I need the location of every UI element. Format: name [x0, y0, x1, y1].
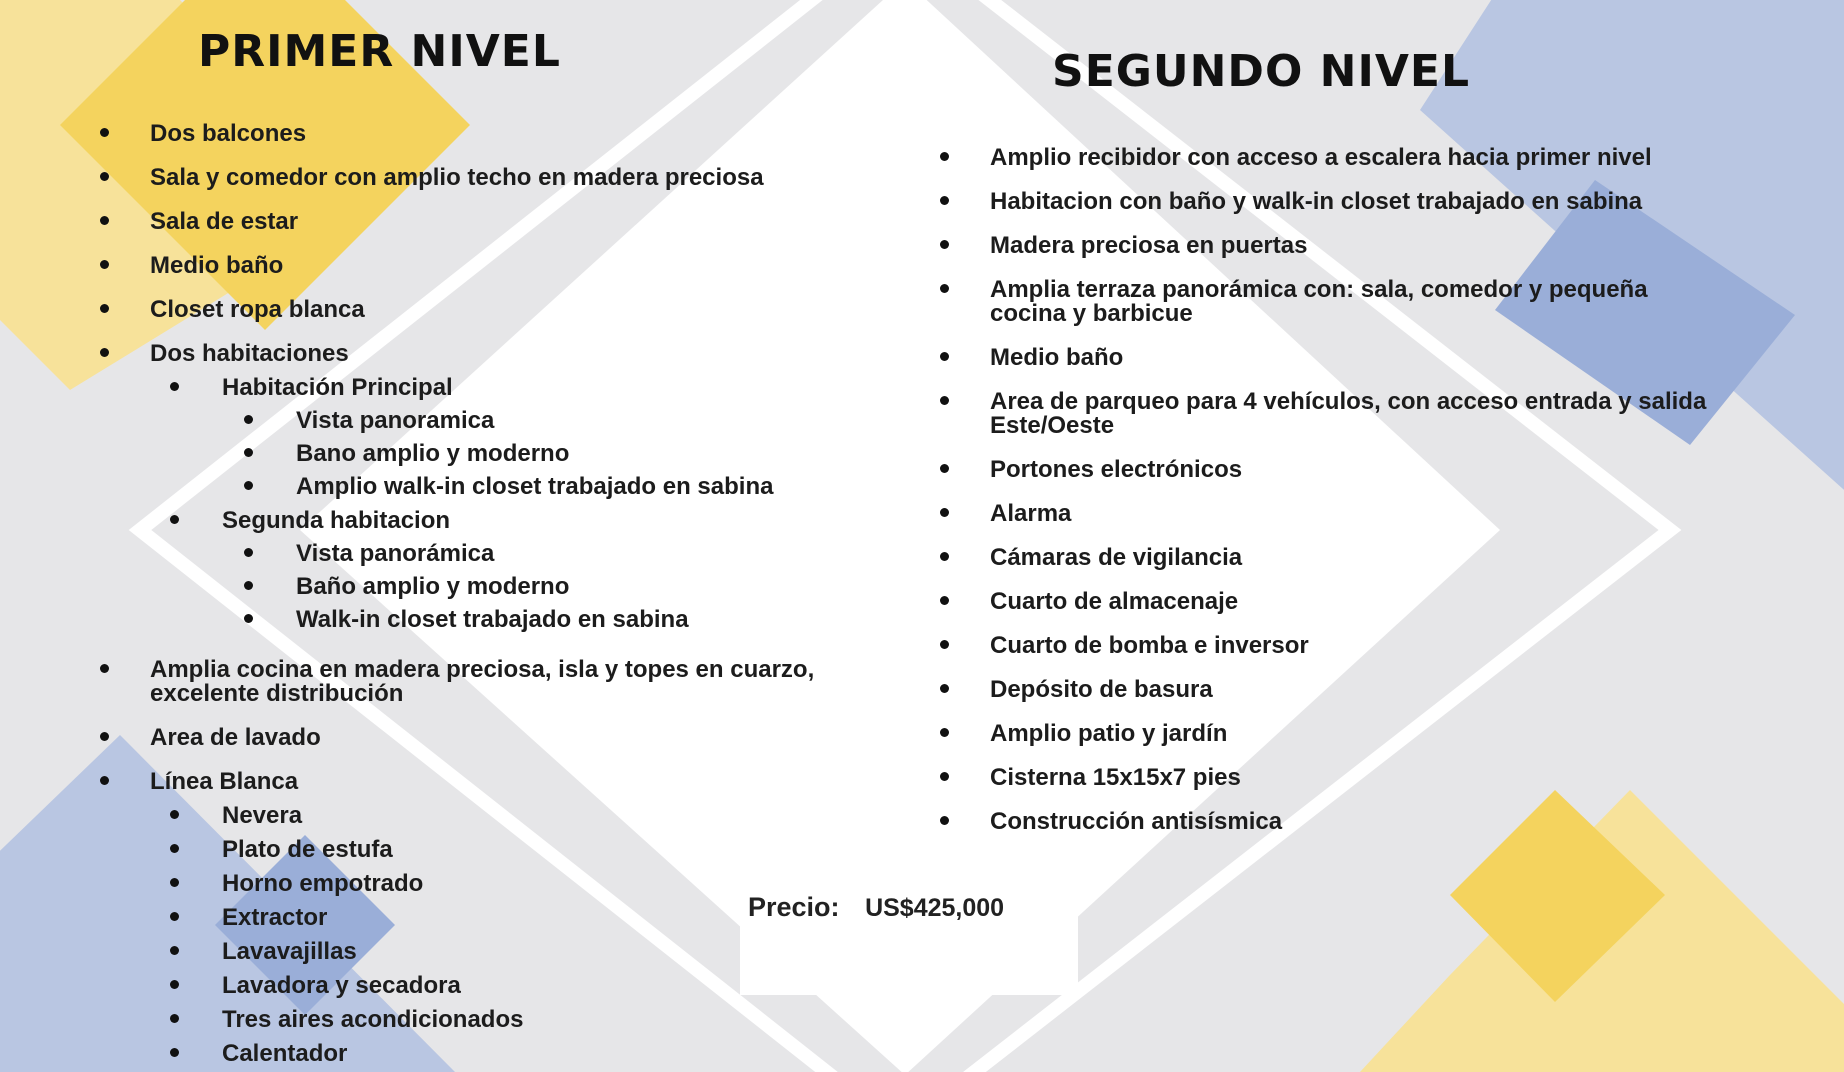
segundo-nivel-item: Portones electrónicos: [990, 458, 1710, 482]
segundo-nivel-item: Amplio patio y jardín: [990, 722, 1710, 746]
segundo-nivel-item: Cisterna 15x15x7 pies: [990, 766, 1710, 790]
segundo-nivel-item: Construcción antisísmica: [990, 810, 1710, 834]
price-label: Precio:: [748, 892, 840, 922]
primer-nivel-item: Area de lavado: [150, 726, 850, 750]
primer-nivel-item: Habitación Principal: [222, 376, 850, 400]
segundo-nivel-item: Cuarto de bomba e inversor: [990, 634, 1710, 658]
segundo-nivel-item: Area de parqueo para 4 vehículos, con acceso entrada y salida Este/Oeste: [990, 390, 1710, 438]
primer-nivel-item: Lavadora y secadora: [222, 974, 850, 998]
primer-nivel-item: Sala y comedor con amplio techo en madera preciosa: [150, 166, 850, 190]
segundo-nivel-item: Cuarto de almacenaje: [990, 590, 1710, 614]
segundo-nivel-item: Medio baño: [990, 346, 1710, 370]
primer-nivel-item: Baño amplio y moderno: [296, 575, 850, 599]
primer-nivel-item: Segunda habitacion: [222, 509, 850, 533]
segundo-nivel-item: Madera preciosa en puertas: [990, 234, 1710, 258]
primer-nivel-item: Plato de estufa: [222, 838, 850, 862]
primer-nivel-item: Bano amplio y moderno: [296, 442, 850, 466]
primer-nivel-item: Línea Blanca: [150, 770, 850, 794]
primer-nivel-item: Dos balcones: [150, 122, 850, 146]
primer-nivel-item: Medio baño: [150, 254, 850, 278]
segundo-nivel-item: Alarma: [990, 502, 1710, 526]
primer-nivel-item: Closet ropa blanca: [150, 298, 850, 322]
primer-nivel-item: Nevera: [222, 804, 850, 828]
primer-nivel-item: Tres aires acondicionados: [222, 1008, 850, 1032]
segundo-nivel-title: SEGUNDO NIVEL: [1052, 46, 1471, 97]
segundo-nivel-item: Amplia terraza panorámica con: sala, comedor y pequeña cocina y barbicue: [990, 278, 1710, 326]
price-value: US$425,000: [865, 894, 1005, 922]
segundo-nivel-item: Habitacion con baño y walk-in closet trabajado en sabina: [990, 190, 1710, 214]
primer-nivel-item: Extractor: [222, 906, 850, 930]
primer-nivel-item: Lavavajillas: [222, 940, 850, 964]
primer-nivel-item: Walk-in closet trabajado en sabina: [296, 608, 850, 632]
primer-nivel-item: Vista panorámica: [296, 542, 850, 566]
segundo-nivel-item: Depósito de basura: [990, 678, 1710, 702]
primer-nivel-item: Amplia cocina en madera preciosa, isla y topes en cuarzo, excelente distribución: [150, 658, 850, 706]
primer-nivel-title: PRIMER NIVEL: [198, 26, 561, 77]
primer-nivel-item: Horno empotrado: [222, 872, 850, 896]
segundo-nivel-item: Cámaras de vigilancia: [990, 546, 1710, 570]
primer-nivel-item: Dos habitaciones: [150, 342, 850, 366]
segundo-nivel-list: [990, 146, 1710, 834]
primer-nivel-item: Vista panoramica: [296, 409, 850, 433]
primer-nivel-list: [150, 122, 850, 1066]
primer-nivel-item: Calentador: [222, 1042, 850, 1066]
segundo-nivel-item: Amplio recibidor con acceso a escalera hacia primer nivel: [990, 146, 1710, 170]
price-block: [748, 892, 1004, 923]
primer-nivel-item: Amplio walk-in closet trabajado en sabina: [296, 475, 850, 499]
primer-nivel-item: Sala de estar: [150, 210, 850, 234]
